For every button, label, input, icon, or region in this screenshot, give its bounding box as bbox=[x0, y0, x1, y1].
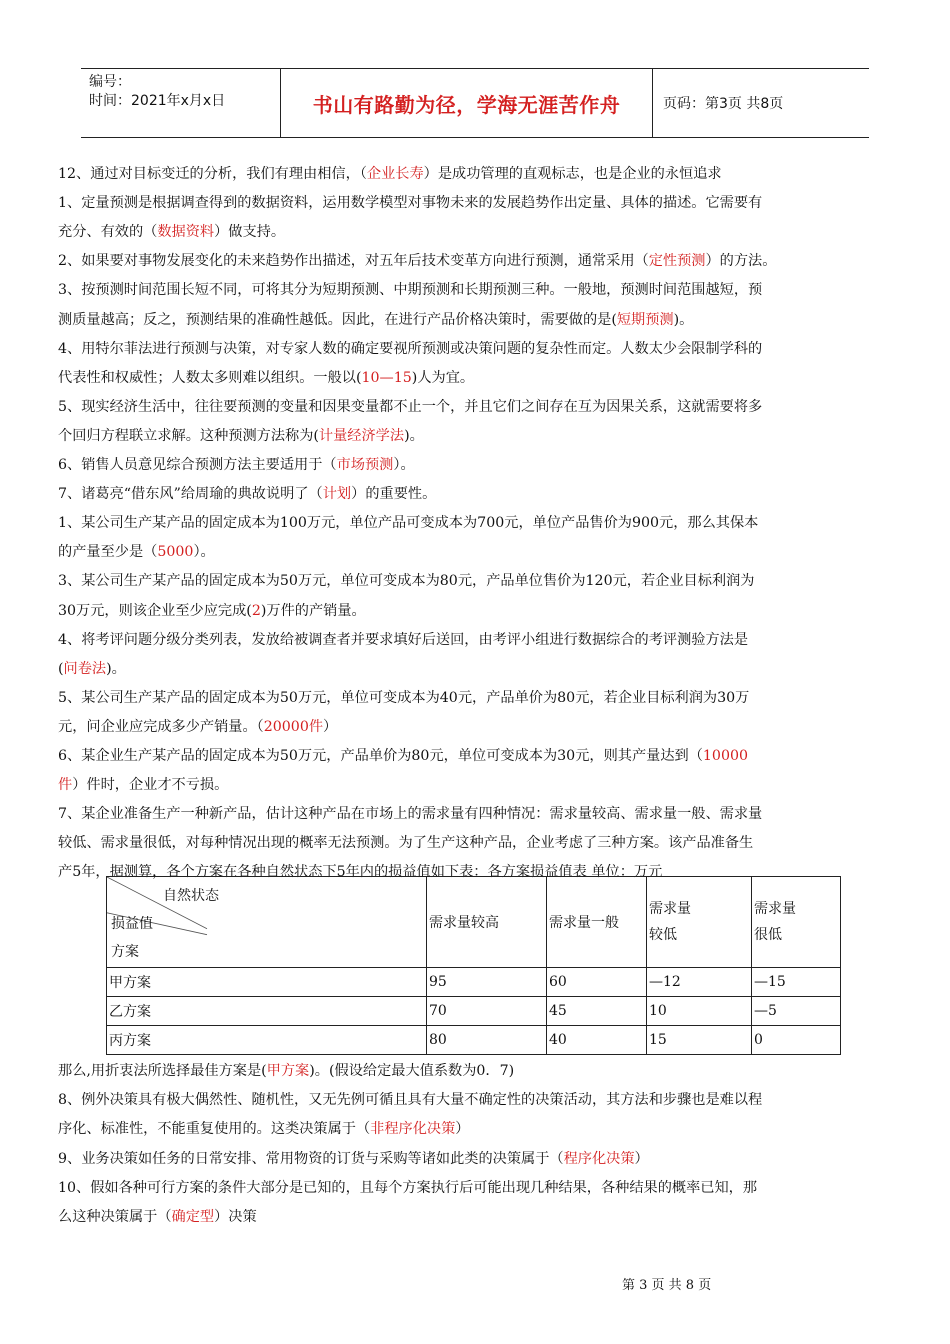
answer-text: 10—15 bbox=[361, 369, 412, 386]
text-line bbox=[58, 717, 337, 737]
question-fragment: )万件的产销量。 bbox=[260, 602, 366, 619]
question-fragment: 代表性和权威性；人数太多则难以组织。一般以( bbox=[58, 369, 362, 386]
question-fragment: 8、例外决策具有极大偶然性、随机性，又无先例可循且具有大量不确定性的决策活动，其方法和步骤也是难以程 bbox=[58, 1092, 763, 1109]
row-name: 甲方案 bbox=[107, 967, 427, 996]
text-line bbox=[58, 1090, 762, 1110]
question-fragment: ）。 bbox=[393, 457, 415, 473]
text-line bbox=[58, 1149, 649, 1169]
text-line bbox=[58, 688, 749, 708]
answer-text: 问卷法 bbox=[63, 660, 107, 677]
question-fragment: ） bbox=[634, 1150, 649, 1167]
text-line bbox=[58, 164, 722, 184]
answer-text: 5000 bbox=[157, 544, 194, 561]
header-motto: 书山有路勤为径，学海无涯苦作舟 bbox=[312, 92, 621, 117]
question-fragment: 6、销售人员意见综合预测方法主要适用于（ bbox=[58, 457, 337, 473]
answer-text: 计量经济学法 bbox=[318, 427, 405, 444]
text-line bbox=[58, 542, 215, 562]
question-fragment: 2、如果要对事物发展变化的未来趋势作出描述，对五年后技术变革方向进行预测，通常采用（ bbox=[58, 253, 649, 270]
text-line bbox=[58, 455, 415, 475]
table-cell: 80 bbox=[427, 1025, 547, 1054]
table-cell: 0 bbox=[752, 1025, 841, 1054]
answer-text: 计划 bbox=[322, 486, 352, 503]
column-header-label: 需求量一般 bbox=[549, 914, 619, 931]
row-name: 乙方案 bbox=[107, 996, 427, 1025]
answer-text: 短期预测 bbox=[616, 311, 674, 328]
question-fragment: ）决策 bbox=[214, 1209, 257, 1225]
answer-text: 件 bbox=[58, 777, 73, 794]
text-line bbox=[58, 368, 474, 388]
page-header bbox=[81, 68, 869, 138]
question-fragment: )。(假设给定最大值系数为0．7) bbox=[309, 1063, 515, 1079]
answer-text: 企业长寿 bbox=[366, 166, 424, 182]
question-fragment: 元，问企业应完成多少产销量。（ bbox=[58, 718, 264, 735]
table-header-row bbox=[107, 877, 841, 968]
question-fragment: 12、通过对目标变迁的分析，我们有理由相信，（ bbox=[58, 166, 367, 182]
column-header bbox=[547, 877, 647, 968]
answer-text: 10000 bbox=[702, 748, 749, 764]
answer-text: 2 bbox=[251, 602, 261, 619]
text-line bbox=[58, 193, 762, 213]
question-fragment: 充分、有效的（ bbox=[58, 224, 158, 241]
table-row bbox=[107, 996, 841, 1025]
table-cell: 60 bbox=[547, 967, 647, 996]
question-fragment: 4、将考评问题分级分类列表，发放给被调查者并要求填好后送回，由考评小组进行数据综合的考评测验方法是 bbox=[58, 631, 749, 648]
question-fragment: 的产量至少是（ bbox=[58, 544, 158, 561]
question-fragment: 4、用特尔菲法进行预测与决策，对专家人数的确定要视所预测或决策问题的复杂性而定。人数太少会限制学科的 bbox=[58, 340, 763, 357]
question-fragment: 么这种决策属于（ bbox=[58, 1209, 172, 1225]
table-cell: 15 bbox=[647, 1025, 752, 1054]
page-label: 页码：第3页 共8页 bbox=[663, 96, 784, 112]
text-line bbox=[58, 601, 366, 621]
text-line bbox=[58, 775, 228, 795]
answer-text: 市场预测 bbox=[336, 457, 394, 473]
question-fragment: 较低、需求量很低，对每种情况出现的概率无法预测。为了生产这种产品，企业考虑了三种方案。该产品准备生 bbox=[58, 835, 754, 852]
text-line bbox=[58, 1119, 469, 1139]
column-header-label: 需求量较高 bbox=[429, 914, 499, 931]
diagonal-lines bbox=[107, 877, 426, 967]
column-header bbox=[427, 877, 547, 968]
text-line bbox=[58, 397, 762, 417]
column-header-label: 需求量 较低 bbox=[649, 900, 691, 943]
question-fragment: )。 bbox=[673, 311, 694, 328]
question-fragment: 30万元，则该企业至少应完成( bbox=[58, 602, 252, 619]
question-fragment: ）。 bbox=[193, 544, 215, 561]
column-header-label: 需求量 很低 bbox=[754, 900, 796, 943]
table-row bbox=[107, 967, 841, 996]
question-fragment: 5、某公司生产某产品的固定成本为50万元，单位可变成本为40元，产品单价为80元，若企业目标利润为30万 bbox=[58, 689, 750, 706]
text-line bbox=[58, 339, 762, 359]
text-line bbox=[58, 833, 753, 853]
diagonal-header-cell bbox=[107, 877, 427, 968]
serial-label: 编号： bbox=[89, 74, 131, 90]
text-line bbox=[58, 1061, 514, 1081]
table-cell: 95 bbox=[427, 967, 547, 996]
question-fragment: ）的重要性。 bbox=[351, 486, 437, 503]
question-fragment: 9、业务决策如任务的日常安排、常用物资的订货与采购等诸如此类的决策属于（ bbox=[58, 1150, 564, 1167]
question-fragment: 7、某企业准备生产一种新产品，估计这种产品在市场上的需求量有四种情况：需求量较高、需求量一般、需求量 bbox=[58, 806, 763, 823]
answer-text: 数据资料 bbox=[157, 224, 215, 241]
column-header bbox=[752, 877, 841, 968]
column-header bbox=[647, 877, 752, 968]
answer-text: 20000件 bbox=[263, 718, 324, 735]
question-fragment: ( bbox=[58, 660, 64, 677]
table-cell: 10 bbox=[647, 996, 752, 1025]
text-line bbox=[58, 426, 424, 446]
table-cell: 70 bbox=[427, 996, 547, 1025]
text-line bbox=[58, 1207, 257, 1227]
text-line bbox=[58, 630, 748, 650]
question-fragment: ）的方法。 bbox=[705, 253, 777, 270]
text-line bbox=[58, 659, 126, 679]
text-line bbox=[58, 310, 693, 330]
question-fragment: )人为宜。 bbox=[411, 369, 475, 386]
question-fragment: ）件时，企业才不亏损。 bbox=[72, 777, 229, 794]
header-meta bbox=[81, 69, 281, 137]
payoff-table bbox=[106, 876, 841, 1055]
text-line bbox=[58, 571, 754, 591]
text-line bbox=[58, 746, 748, 766]
question-fragment: ） bbox=[455, 1121, 470, 1138]
question-fragment: 3、按预测时间范围长短不同，可将其分为短期预测、中期预测和长期预测三种。一般地，预测时间范围越短，预 bbox=[58, 282, 763, 299]
table-cell: —12 bbox=[647, 967, 752, 996]
question-fragment: 3、某公司生产某产品的固定成本为50万元，单位可变成本为80元，产品单位售价为120元，若企业目标利润为 bbox=[58, 573, 755, 590]
text-line bbox=[58, 1178, 757, 1198]
corner-bottom-label: 方案 bbox=[111, 944, 139, 960]
answer-text: 非程序化决策 bbox=[370, 1121, 456, 1138]
question-fragment: ） bbox=[323, 718, 338, 735]
text-line bbox=[58, 251, 776, 271]
corner-middle-label: 损益值 bbox=[111, 916, 153, 932]
question-fragment: 10、假如各种可行方案的条件大部分是已知的，且每个方案执行后可能出现几种结果，各种结果的概率已知，那 bbox=[58, 1179, 758, 1196]
text-line bbox=[58, 484, 436, 504]
question-fragment: 1、某公司生产某产品的固定成本为100万元，单位产品可变成本为700元，单位产品售价为900元，那么其保本 bbox=[58, 515, 759, 532]
question-fragment: 7、诸葛亮“借东风”给周瑜的典故说明了（ bbox=[58, 486, 323, 503]
text-line bbox=[58, 513, 758, 533]
table-cell: 45 bbox=[547, 996, 647, 1025]
question-fragment: 序化、标准性，不能重复使用的。这类决策属于（ bbox=[58, 1121, 371, 1138]
header-motto-cell bbox=[281, 69, 653, 137]
question-fragment: 5、现实经济生活中，往往要预测的变量和因果变量都不止一个，并且它们之间存在互为因果关系，这就需要将多 bbox=[58, 398, 763, 415]
text-line bbox=[58, 804, 762, 824]
question-fragment: ）是成功管理的直观标志，也是企业的永恒追求 bbox=[423, 166, 722, 182]
table-row bbox=[107, 1025, 841, 1054]
question-fragment: )。 bbox=[106, 660, 126, 677]
header-page bbox=[653, 69, 869, 137]
table-cell: 40 bbox=[547, 1025, 647, 1054]
corner-top-label: 自然状态 bbox=[163, 888, 219, 904]
date-label: 时间：2021年x月x日 bbox=[89, 93, 226, 109]
question-fragment: 测质量越高；反之，预测结果的准确性越低。因此，在进行产品价格决策时，需要做的是( bbox=[58, 311, 617, 328]
question-fragment: )。 bbox=[404, 427, 424, 444]
text-line bbox=[58, 222, 285, 242]
answer-text: 定性预测 bbox=[648, 253, 706, 270]
question-fragment: 1、定量预测是根据调查得到的数据资料，运用数学模型对事物未来的发展趋势作出定量、具体的描述。它需要有 bbox=[58, 195, 763, 212]
answer-text: 确定型 bbox=[171, 1209, 215, 1225]
answer-text: 甲方案 bbox=[266, 1063, 310, 1079]
question-fragment: 产5年，据测算，各个方案在各种自然状态下5年内的损益值如下表：各方案损益值表 单位：万元 bbox=[58, 864, 663, 881]
question-fragment: ）做支持。 bbox=[214, 224, 286, 241]
text-line bbox=[58, 280, 762, 300]
page-footer: 第 3 页 共 8 页 bbox=[622, 1278, 712, 1293]
question-fragment: 那么,用折衷法所选择最佳方案是( bbox=[58, 1063, 267, 1079]
table-cell: —15 bbox=[752, 967, 841, 996]
table-cell: —5 bbox=[752, 996, 841, 1025]
question-fragment: 6、某企业生产某产品的固定成本为50万元，产品单价为80元，单位可变成本为30元，则其产量达到（ bbox=[58, 748, 703, 764]
question-fragment: 个回归方程联立求解。这种预测方法称为( bbox=[58, 427, 319, 444]
answer-text: 程序化决策 bbox=[563, 1150, 635, 1167]
row-name: 丙方案 bbox=[107, 1025, 427, 1054]
